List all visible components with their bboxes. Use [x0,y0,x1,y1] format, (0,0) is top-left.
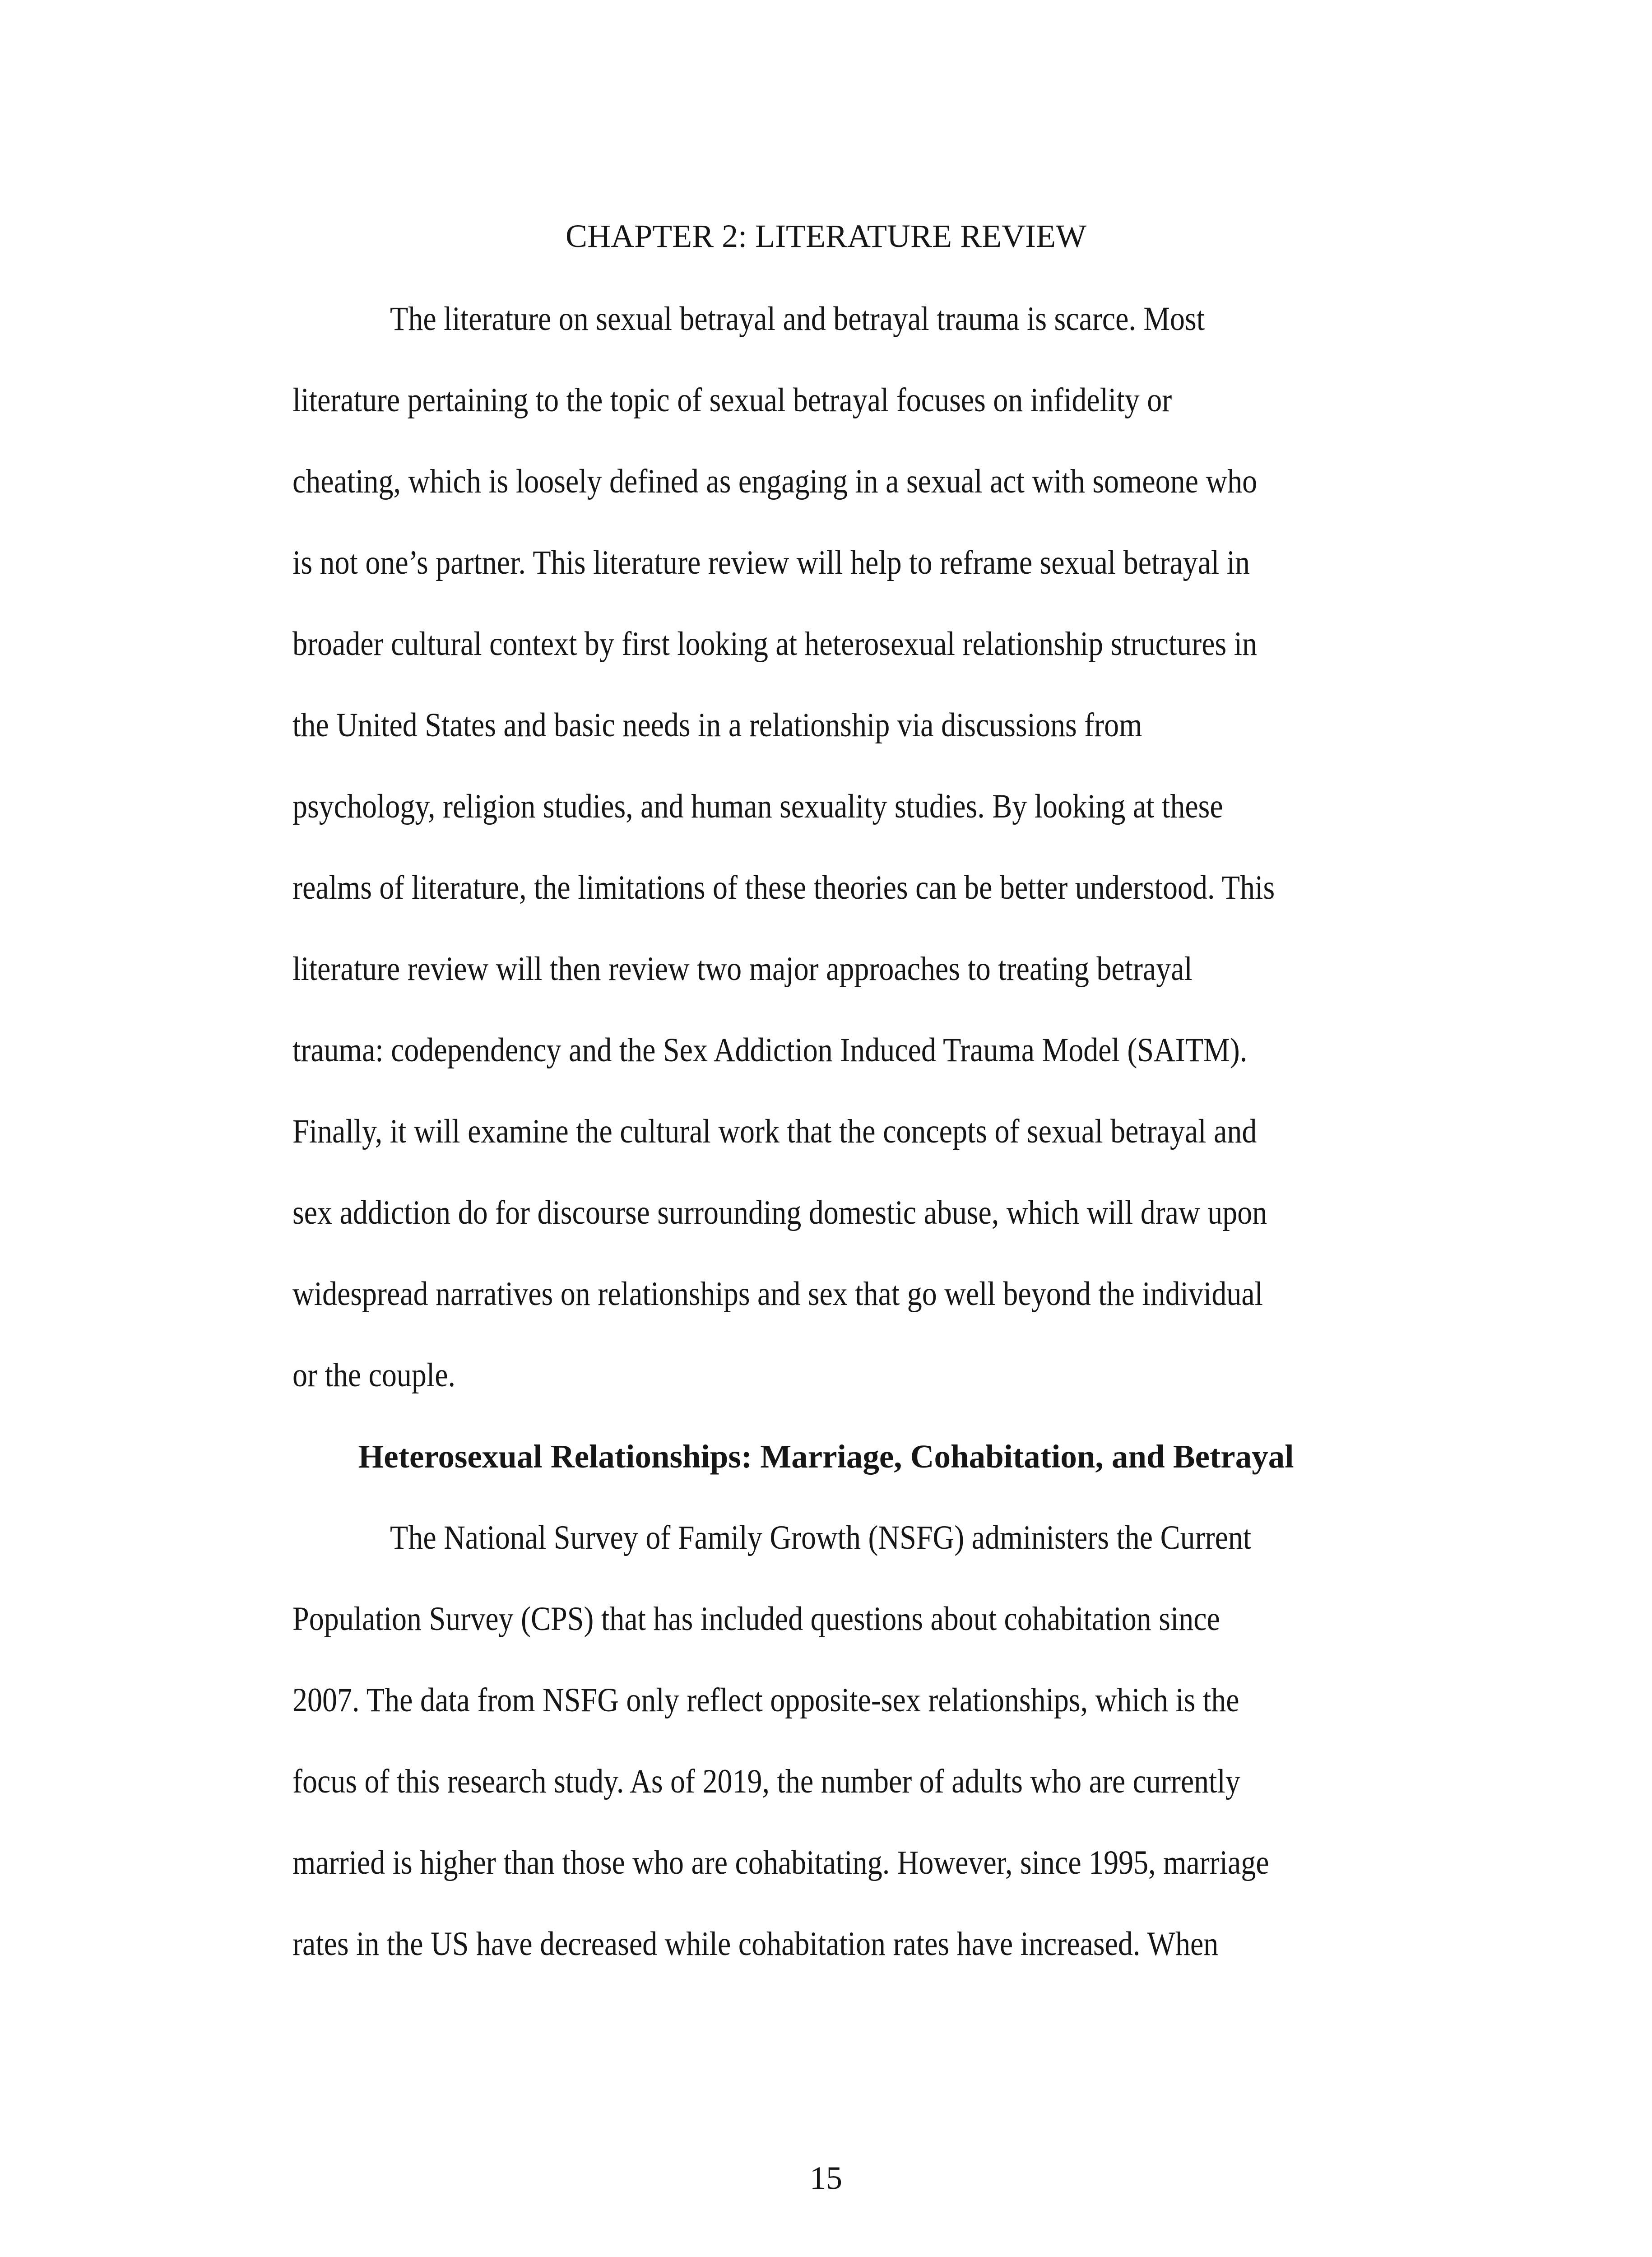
paragraph-1-line: The literature on sexual betrayal and betrayal trauma is scarce. Most [390,300,1205,338]
chapter-title: CHAPTER 2: LITERATURE REVIEW [566,218,1086,254]
paragraph-1-line: trauma: codependency and the Sex Addiction Induced Trauma Model (SAITM). [292,1031,1248,1069]
paragraph-1-line: psychology, religion studies, and human sexuality studies. By looking at these [292,788,1223,825]
paragraph-1-line: Finally, it will examine the cultural work that the concepts of sexual betrayal and [292,1113,1257,1150]
paragraph-1-line: literature pertaining to the topic of sexual betrayal focuses on infidelity or [292,381,1172,419]
paragraph-1-line: realms of literature, the limitations of these theories can be better understood. This [292,869,1275,906]
paragraph-2-line: 2007. The data from NSFG only reflect opposite-sex relationships, which is the [292,1681,1239,1719]
paragraph-1-line: cheating, which is loosely defined as engaging in a sexual act with someone who [292,463,1258,500]
paragraph-1-line: or the couple. [292,1356,456,1394]
paragraph-2-line: married is higher than those who are cohabitating. However, since 1995, marriage [292,1844,1269,1881]
paragraph-1-line: is not one’s partner. This literature review will help to reframe sexual betrayal in [292,544,1250,581]
paragraph-2-line: Population Survey (CPS) that has included questions about cohabitation since [292,1600,1220,1638]
section-heading: Heterosexual Relationships: Marriage, Cohabitation, and Betrayal [358,1438,1294,1475]
paragraph-2-line: The National Survey of Family Growth (NSFG) administers the Current [390,1519,1252,1556]
paragraph-1-line: sex addiction do for discourse surrounding domestic abuse, which will draw upon [292,1194,1267,1231]
paragraph-1-line: widespread narratives on relationships and sex that go well beyond the individual [292,1275,1263,1313]
paragraph-2-line: focus of this research study. As of 2019, the number of adults who are currently [292,1763,1240,1800]
paragraph-1-line: the United States and basic needs in a relationship via discussions from [292,706,1142,744]
paragraph-1-line: literature review will then review two major approaches to treating betrayal [292,950,1193,988]
paragraph-1-line: broader cultural context by first looking at heterosexual relationship structures in [292,625,1258,663]
page-number: 15 [810,2160,842,2196]
paragraph-2-line: rates in the US have decreased while cohabitation rates have increased. When [292,1925,1219,1963]
